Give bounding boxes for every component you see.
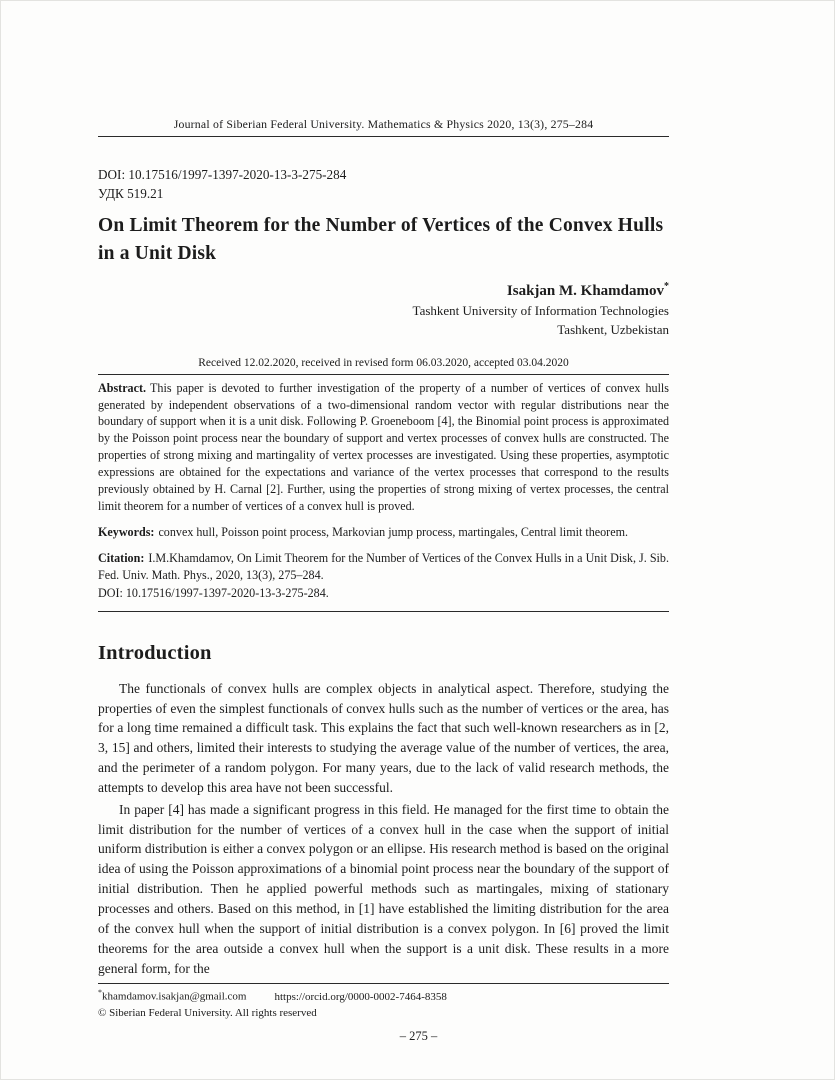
abstract-top-rule xyxy=(98,374,669,375)
received-dates: Received 12.02.2020, received in revised form 06.03.2020, accepted 03.04.2020 xyxy=(198,356,569,369)
footnote-email-link[interactable]: khamdamov.isakjan@gmail.com xyxy=(102,990,247,1003)
header-rule xyxy=(98,136,669,137)
author-name-text: Isakjan M. Khamdamov xyxy=(506,282,664,299)
footnote-copyright: © Siberian Federal University. All rights reserved xyxy=(98,1006,317,1019)
section-heading-introduction: Introduction xyxy=(98,641,212,664)
footnote-contact xyxy=(98,988,669,1004)
doi-line: DOI: 10.17516/1997-1397-2020-13-3-275-284 xyxy=(98,167,347,182)
abstract xyxy=(98,380,669,515)
author-location: Tashkent, Uzbekistan xyxy=(557,322,669,338)
abstract-label: Abstract. xyxy=(98,380,147,395)
footnote-orcid-link[interactable]: https://orcid.org/0000-0002-7464-8358 xyxy=(274,990,447,1003)
citation-block xyxy=(98,550,669,602)
citation-doi: DOI: 10.17516/1997-1397-2020-13-3-275-284. xyxy=(98,585,329,600)
journal-header xyxy=(98,117,669,137)
paper-title: On Limit Theorem for the Number of Vertices of the Convex Hulls in a Unit Disk xyxy=(98,215,664,265)
abstract-text: This paper is devoted to further investigation of the property of a number of vertices of convex hulls generated by independent observations of a two-dimensional random vector with regular distributions near the boundary of support when it is a unit disk. Following P. Groeneboom [4], the Binomial point process is approximated by the Poisson point process near the boundary of support and vertex processes of convex hulls are constructed. The properties of strong mixing and martingality of vertex processes are investigated. Using these properties, asymptotic expressions are obtained for the expectations and variance of the vertex processes that correspond to the results previously obtained by H. Carnal [2]. Further, using the properties of strong mixing of vertex processes, the central limit theorem for a number of vertices of a convex hull is proved. xyxy=(98,380,669,514)
intro-paragraph-1: The functionals of convex hulls are complex objects in analytical aspect. Therefore, studying the properties of even the simplest functionals of convex hulls such as the number of vertices or the area, has for a long time remained a difficult task. This explains the fact that such well-known researchers as in [2, 3, 15] and others, limited their interests to studying the average value of the number of vertices, the area, and the perimeter of a random polygon. For many years, due to the lack of valid research methods, the attempts to develop this area have not been successful. xyxy=(98,680,669,795)
citation xyxy=(98,550,669,584)
citation-bottom-rule xyxy=(98,611,669,612)
keywords xyxy=(98,524,669,541)
journal-title-line: Journal of Siberian Federal University. Mathematics & Physics 2020, 13(3), 275–284 xyxy=(173,117,594,131)
keywords-text: convex hull, Poisson point process, Markovian jump process, martingales, Central limit theorem. xyxy=(158,525,628,539)
author-affiliation: Tashkent University of Information Technologies xyxy=(412,302,669,318)
intro-paragraph-2: In paper [4] has made a significant progress in this field. He managed for the first time to obtain the limit distribution for the number of vertices of a convex hull in the case when the support of initial uniform distribution is either a convex polygon or an ellipse. His research method is based on the original idea of using the Poisson approximations of a binomial point process near the boundary of the support of initial distribution. Then he applied powerful methods such as martingales, mixing of stationary processes and others. Based on this method, in [1] have established the limiting distribution for the area of the convex hull when the support of initial distribution is a convex polygon. In [6] proved the limit theorems for the area outside a convex hull when the support is a unit disk. These results in a more general form, for the xyxy=(98,801,669,976)
footnote-mark: * xyxy=(98,988,102,997)
author-name xyxy=(98,281,669,300)
citation-label: Citation: xyxy=(98,550,145,565)
footnote-rule xyxy=(98,983,669,984)
page-number: – 275 – xyxy=(399,1029,438,1043)
keywords-label: Keywords: xyxy=(98,525,155,539)
author-block xyxy=(98,281,669,339)
paper-content xyxy=(98,1,669,978)
author-footnote-mark: * xyxy=(664,280,669,292)
citation-text: I.M.Khamdamov, On Limit Theorem for the Number of Vertices of the Convex Hulls in a Unit Disk, J. Sib. Fed. Univ. Math. Phys., 2020, 13(3), 275–284. xyxy=(98,550,669,582)
udk-line: УДК 519.21 xyxy=(98,186,164,201)
